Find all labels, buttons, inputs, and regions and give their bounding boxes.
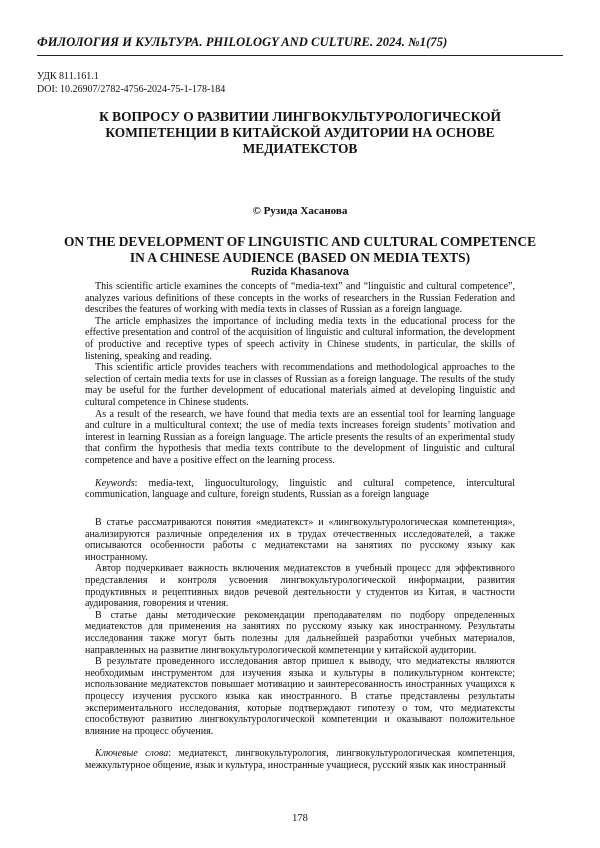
abstract-paragraph: As a result of the research, we have found that media texts are an essential tool for learning language and culture in a multicultural context; the use of media texts increases foreign students’ motivation and interest in learning Russian as a foreign language. The article presents the results of an experimental study that confirm the hypothesis that media texts contribute to the development of linguistic and cultural competence and have a positive effect on the learning process. <box>85 408 515 466</box>
doi: DOI: 10.26907/2782-4756-2024-75-1-178-184 <box>37 84 226 95</box>
abstract-paragraph: В результате проведенного исследования автор пришел к выводу, что медиатексты являются необходимым инструментом для изучения языка и культуры в поликультурном контексте; использование медиатекстов повышает мотивацию и заинтересованность иностранных учащихся к процессу изучения русского языка как иностранного. В статье представлены результаты экспериментального исследования, которые подтверждают гипотезу о том, что медиатексты способствуют развитию лингвокультурологической компетенции и оказывают положительное влияние на процесс обучения. <box>85 656 515 737</box>
abstract-paragraph: В статье рассматриваются понятия «медиатекст» и «лингвокультурологическая компетенция», анализируются различные определения их в трудах отечественных исследователей, а также описываются особенности работы с медиатекстами на занятиях по русскому языку как иностранному. <box>85 517 515 563</box>
abstract-english <box>85 281 515 501</box>
keywords-label: Ключевые слова <box>95 748 169 760</box>
author-english: Ruzida Khasanova <box>251 266 349 278</box>
page-number: 178 <box>292 813 308 824</box>
keywords-label: Keywords <box>95 477 135 489</box>
title-russian: К ВОПРОСУ О РАЗВИТИИ ЛИНГВОКУЛЬТУРОЛОГИЧЕСКОЙ КОМПЕТЕНЦИИ В КИТАЙСКОЙ АУДИТОРИИ НА ОСНОВЕ МЕДИАТЕКСТОВ <box>99 109 501 156</box>
keywords-russian <box>85 748 515 771</box>
journal-running-header: ФИЛОЛОГИЯ И КУЛЬТУРА. PHILOLOGY AND CULTURE. 2024. №1(75) <box>37 35 448 49</box>
abstract-paragraph: В статье даны методические рекомендации преподавателям по подбору определенных медиатекстов для применения на занятиях по русскому языку как иностранному. Результаты исследования также могут быть полезны для дальнейшей разработки учебных материалов, направленных на развитие лингвокультурологической компетенции у китайской аудитории. <box>85 609 515 656</box>
article-metadata <box>37 70 225 96</box>
abstract-paragraph: This scientific article provides teachers with recommendations and methodological approaches to the selection of certain media texts for use in classes of Russian as a foreign language. The results of the study may be useful for the further development of educational materials aimed at developing linguistic and cultural competence in Chinese students. <box>85 362 515 408</box>
keywords-list: : медиатекст, лингвокультурология, лингвокультурологическая компетенция, межкультурное общение, язык и культура, иностранные учащиеся, русский язык как иностранный <box>85 748 516 771</box>
title-english: ON THE DEVELOPMENT OF LINGUISTIC AND CULTURAL COMPETENCE IN A CHINESE AUDIENCE (BASED ON MEDIA TEXTS) <box>63 234 537 265</box>
keywords-english <box>85 478 515 501</box>
author-russian: © Рузида Хасанова <box>252 205 348 217</box>
keywords-list: : media-text, linguoculturology, linguistic and cultural competence, intercultural communication, language and culture, foreign students, Russian as a foreign language <box>85 477 515 501</box>
abstract-russian <box>85 517 515 771</box>
abstract-paragraph: Автор подчеркивает важность включения медиатекстов в учебный процесс для эффективного представления и контроля усвоения лингвокультурологической информации, развития продуктивных и рецептивных видов речевой деятельности у студентов из Китая, в частности аудирования, говорения и чтения. <box>85 563 515 610</box>
abstract-paragraph: This scientific article examines the concepts of “media-text” and “linguistic and cultural competence”, analyzes various definitions of these concepts in the works of researchers in the Russian Federation and describes the features of working with media texts in classes of Russian as a foreign language. <box>85 281 515 316</box>
header-divider <box>37 55 563 56</box>
abstract-paragraph: The article emphasizes the importance of including media texts in the educational process for the effective presentation and control of the acquisition of linguistic and cultural information, the development of productive and receptive types of speech activity in Chinese students, in particular, the skills of listening, speaking and reading. <box>85 315 515 362</box>
udk-code: УДК 811.161.1 <box>37 71 99 82</box>
